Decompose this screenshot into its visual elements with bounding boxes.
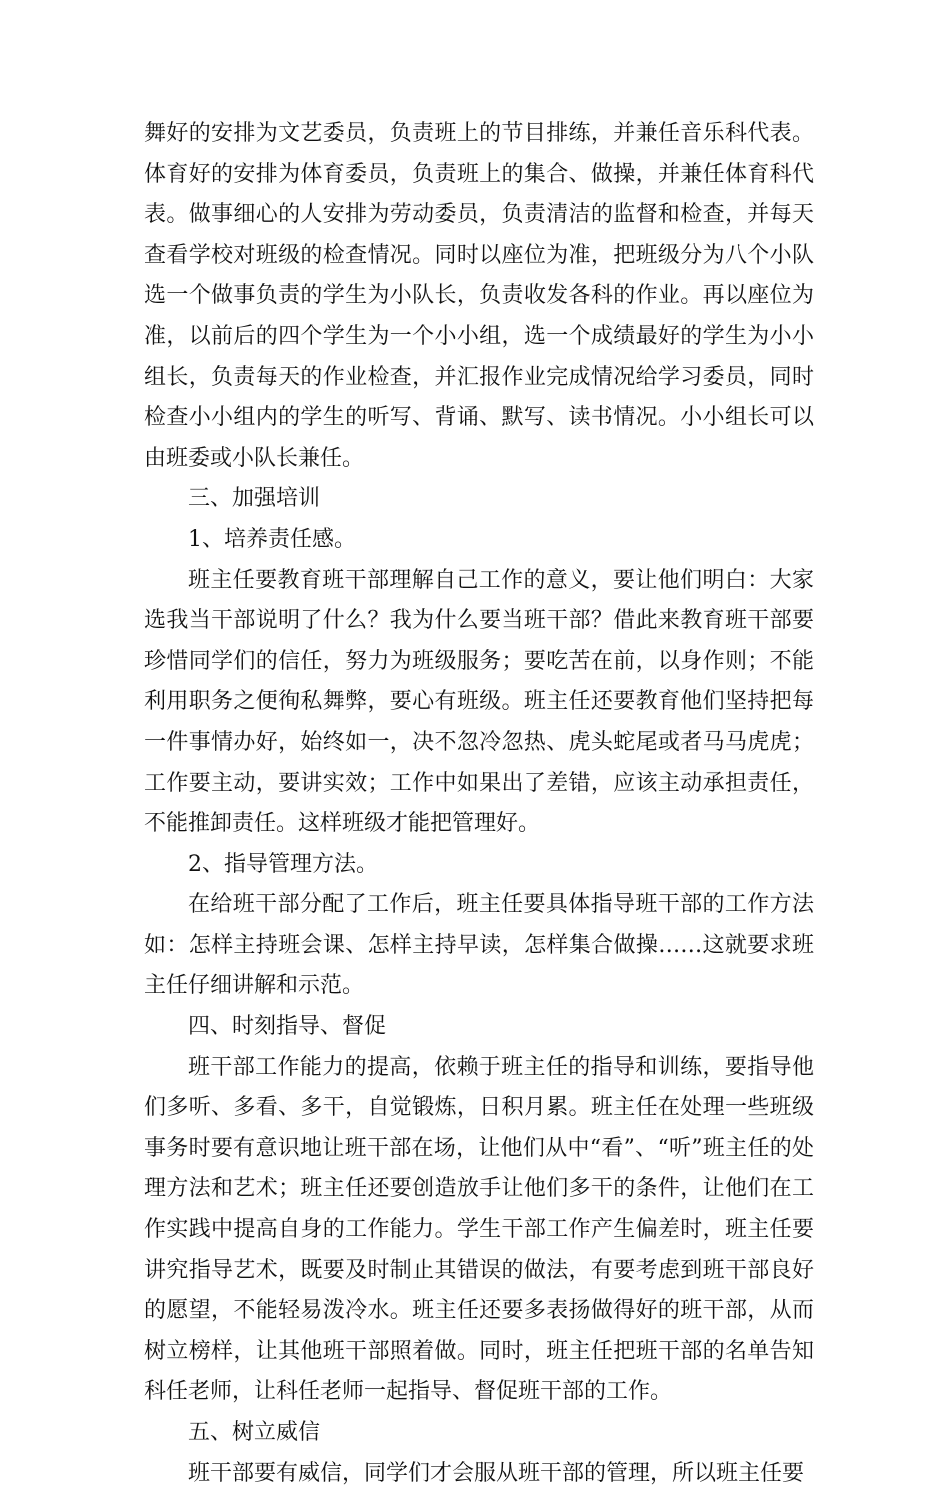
paragraph-management-methods: 在给班干部分配了工作后，班主任要具体指导班干部的工作方法如：怎样主持班会课、怎样主持早读，怎样集合做操……这就要求班主任仔细讲解和示范。 <box>144 892 814 999</box>
heading-section-three: 三、加强培训 <box>188 486 321 512</box>
paragraph-guidance: 班干部工作能力的提高，依赖于班主任的指导和训练，要指导他们多听、多看、多干，自觉锻炼，日积月累。班主任在处理一些班级事务时要有意识地让班干部在场，让他们从中“看”、“听”班主任的处理方法和艺术；班主任还要创造放手让他们多干的条件，让他们在工作实践中提高自身的工作能力。学生干部工作产生偏差时，班主任要讲究指导艺术，既要及时制止其错误的做法，有要考虑到班干部良好的愿望，不能轻易泼冷水。班主任还要多表扬做得好的班干部，从而树立榜样，让其他班干部照着做。同时，班主任把班干部的名单告知科任老师，让科任老师一起指导、督促班干部的工作。 <box>144 1054 814 1405</box>
paragraph-responsibility: 班主任要教育班干部理解自己工作的意义，要让他们明白：大家选我当干部说明了什么？我为什么要当班干部？借此来教育班干部要珍惜同学们的信任，努力为班级服务；要吃苦在前，以身作则；不能利用职务之便徇私舞弊，要心有班级。班主任还要教育他们坚持把每一件事情办好，始终如一，决不忽冷忽热、虎头蛇尾或者马马虎虎；工作要主动，要讲实效；工作中如果出了差错，应该主动承担责任，不能推卸责任。这样班级才能把管理好。 <box>144 567 814 837</box>
heading-responsibility: 1、培养责任感。 <box>188 526 356 552</box>
heading-management-methods: 2、指导管理方法。 <box>188 851 378 877</box>
paragraph-prestige: 班干部要有威信，同学们才会服从班干部的管理，所以班主任要 <box>188 1460 805 1486</box>
document-page <box>144 114 814 1494</box>
heading-section-five: 五、树立威信 <box>188 1420 321 1445</box>
heading-section-four: 四、时刻指导、督促 <box>188 1014 387 1040</box>
paragraph-class-roles: 舞好的安排为文艺委员，负责班上的节目排练，并兼任音乐科代表。体育好的安排为体育委员，负责班上的集合、做操，并兼任体育科代表。做事细心的人安排为劳动委员，负责清洁的监督和检查，并每天查看学校对班级的检查情况。同时以座位为准，把班级分为八个小队选一个做事负责的学生为小队长，负责收发各科的作业。再以座位为准，以前后的四个学生为一个小小组，选一个成绩最好的学生为小小组长，负责每天的作业检查，并汇报作业完成情况给学习委员，同时检查小小组内的学生的听写、背诵、默写、读书情况。小小组长可以由班委或小队长兼任。 <box>144 121 814 471</box>
